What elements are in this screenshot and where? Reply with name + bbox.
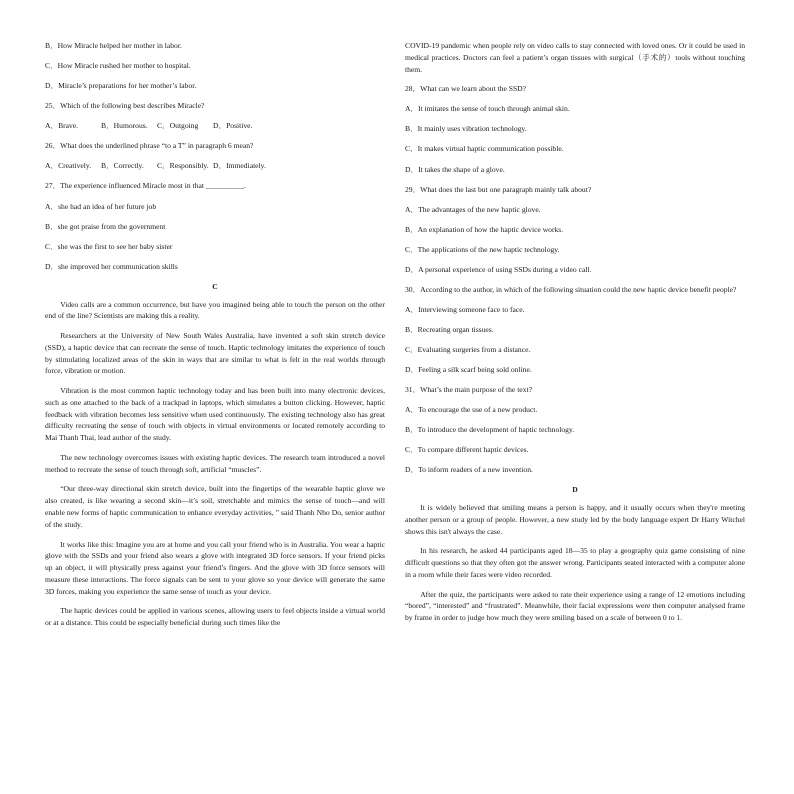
q25-option-a: A．Brave. xyxy=(45,121,79,131)
q30-option-b: B．Recreating organ tissues. xyxy=(405,324,494,334)
q28-option-d: D．It takes the shape of a glove. xyxy=(405,164,505,174)
q26-options xyxy=(45,160,385,172)
q26-stem: 26．What does the underlined phrase “to a T” in paragraph 6 mean? xyxy=(45,141,254,151)
q24-option-b: B．How Miracle helped her mother in labor. xyxy=(45,41,182,50)
passage-d-paragraph-2: In his research, he asked 44 participants aged 18—35 to play a geography quiz game consisting of nine difficult questions so that they often got the answer wrong. Participants seated interacted with a computer alone in a room while their faces were video recorded. xyxy=(405,546,745,579)
q30-option-d: D．Feeling a silk scarf being sold online. xyxy=(405,364,532,374)
passage-c-paragraph-7: The haptic devices could be applied in various scenes, allowing users to feel objects inside a virtual world or at a distance. This could be especially beneficial during such times like the xyxy=(45,606,385,628)
q28-option-c: C．It makes virtual haptic communication possible. xyxy=(405,144,564,154)
passage-d-paragraph-3: After the quiz, the participants were asked to rate their experience using a range of 12 emotions including “bored”, “interested” and “frustrated”. Meanwhile, their facial expressions were then computer analysed frame by frame in order to judge how much they were smiling based on a scale of between 0 to 1. xyxy=(405,589,745,623)
section-c-heading: C xyxy=(212,281,218,291)
q25-option-b: B．Humorous. xyxy=(101,121,148,131)
q31-option-d: D．To inform readers of a new invention. xyxy=(405,465,533,475)
q30-option-a: A．Interviewing someone face to face. xyxy=(405,304,525,314)
passage-d-paragraph-1: It is widely believed that smiling means a person is happy, and it usually occurs when they're meeting another person or a group of people. However, a new study led by the body language expert Dr Harry Witchel shows this isn't always the case. xyxy=(405,503,745,536)
passage-c-continuation: COVID-19 pandemic when people rely on video calls to stay connected with loved ones. Or it could be used in medical practices. Doctors can feel a patient’s organ tissues with surgical（手术的）tools without touching them. xyxy=(405,41,745,74)
q31-option-b: B．To introduce the development of haptic technology. xyxy=(405,425,575,435)
q25-option-c: C．Outgoing xyxy=(157,121,199,131)
right-column xyxy=(405,40,745,632)
q26-option-a: A．Creatively. xyxy=(45,161,92,171)
section-d-heading: D xyxy=(572,485,578,495)
q28-option-a: A．It imitates the sense of touch through animal skin. xyxy=(405,104,570,114)
passage-c-paragraph-3: Vibration is the most common haptic technology today and has been built into many electronic devices, such as one attached to the back of a trackpad in laptops, which simulates a button clicking. However, haptic feedback with vibration becomes less sensitive when used continuously. The existing technology also has great difficulty recreating the sense of touch with objects in virtual environments or located remotely according to Mai Thanh Thai, lead author of the study. xyxy=(45,386,385,443)
q29-option-b: B．An explanation of how the haptic device works. xyxy=(405,224,564,234)
passage-c-paragraph-4: The new technology overcomes issues with existing haptic devices. The research team introduced a novel method to recreate the sense of touch through soft, artificial “muscles”. xyxy=(45,452,385,474)
q26-option-c: C．Responsibly. xyxy=(157,161,209,171)
q26-option-d: D．Immediately. xyxy=(213,161,266,171)
left-column xyxy=(45,40,385,637)
q29-option-d: D．A personal experience of using SSDs during a video call. xyxy=(405,264,592,274)
q25-options xyxy=(45,120,385,132)
q25-stem: 25．Which of the following best describes Miracle? xyxy=(45,101,205,111)
q28-stem: 28．What can we learn about the SSD? xyxy=(405,84,527,94)
q27-option-c: C．she was the first to see her baby sister xyxy=(45,241,173,251)
q29-option-a: A．The advantages of the new haptic glove. xyxy=(405,204,541,214)
q27-stem: 27．The experience influenced Miracle most in that __________. xyxy=(45,181,246,191)
passage-c-paragraph-6: It works like this: Imagine you are at home and you call your friend who is in Australia. You wear a haptic glove with the SSDs and your friend also wears a glove with integrated 3D force sensors. If your friend picks up an object, it will physically press against your friend’s fingers. And the glove with 3D force sensors will measure these interactions. The force signals can be sent to your glove so your device will generate the same 3D forces, making you experience the same sense of touch as your device. xyxy=(45,539,385,596)
q30-option-c: C．Evaluating surgeries from a distance. xyxy=(405,344,531,354)
q31-option-a: A．To encourage the use of a new product. xyxy=(405,405,538,414)
passage-c-paragraph-2: Researchers at the University of New South Wales Australia, have invented a soft skin stretch device (SSD), a haptic device that can recreate the sense of touch. Haptic technology imitates the experience of touch by stimulating localized areas of the skin in ways that are similar to what is felt in the real worlds through force, vibration or motion. xyxy=(45,331,385,376)
q27-option-b: B．she got praise from the government xyxy=(45,221,166,231)
q31-stem: 31．What’s the main purpose of the text? xyxy=(405,384,532,394)
q25-option-d: D．Positive. xyxy=(213,121,253,131)
q30-stem: 30．According to the author, in which of the following situation could the new haptic device benefit people? xyxy=(405,284,737,294)
q27-option-a: A．she had an idea of her future job xyxy=(45,201,157,211)
q27-option-d: D．she improved her communication skills xyxy=(45,261,178,271)
q29-stem: 29．What does the last but one paragraph mainly talk about? xyxy=(405,184,592,194)
q24-option-d: D．Miracle’s preparations for her mother’s labor. xyxy=(45,81,197,91)
passage-c-paragraph-1: Video calls are a common occurrence, but have you imagined being able to touch the person on the other end of the line? Scientists are making this a reality. xyxy=(45,299,385,321)
q31-option-c: C．To compare different haptic devices. xyxy=(405,445,529,455)
q26-option-b: B．Correctly. xyxy=(101,161,144,171)
q28-option-b: B．It mainly uses vibration technology. xyxy=(405,124,527,134)
q29-option-c: C．The applications of the new haptic technology. xyxy=(405,244,560,254)
passage-c-paragraph-5: “Our three-way directional skin stretch device, built into the fingertips of the wearable haptic glove we also created, is like wearing a second skin—it’s soil, stretchable and mimics the sense of touch—and will enable new forms of haptic communication to enhance everyday activities, ” said Thanh Nho Do, senior author of the study. xyxy=(45,484,385,529)
q24-option-c: C．How Miracle rushed her mother to hospital. xyxy=(45,61,191,71)
